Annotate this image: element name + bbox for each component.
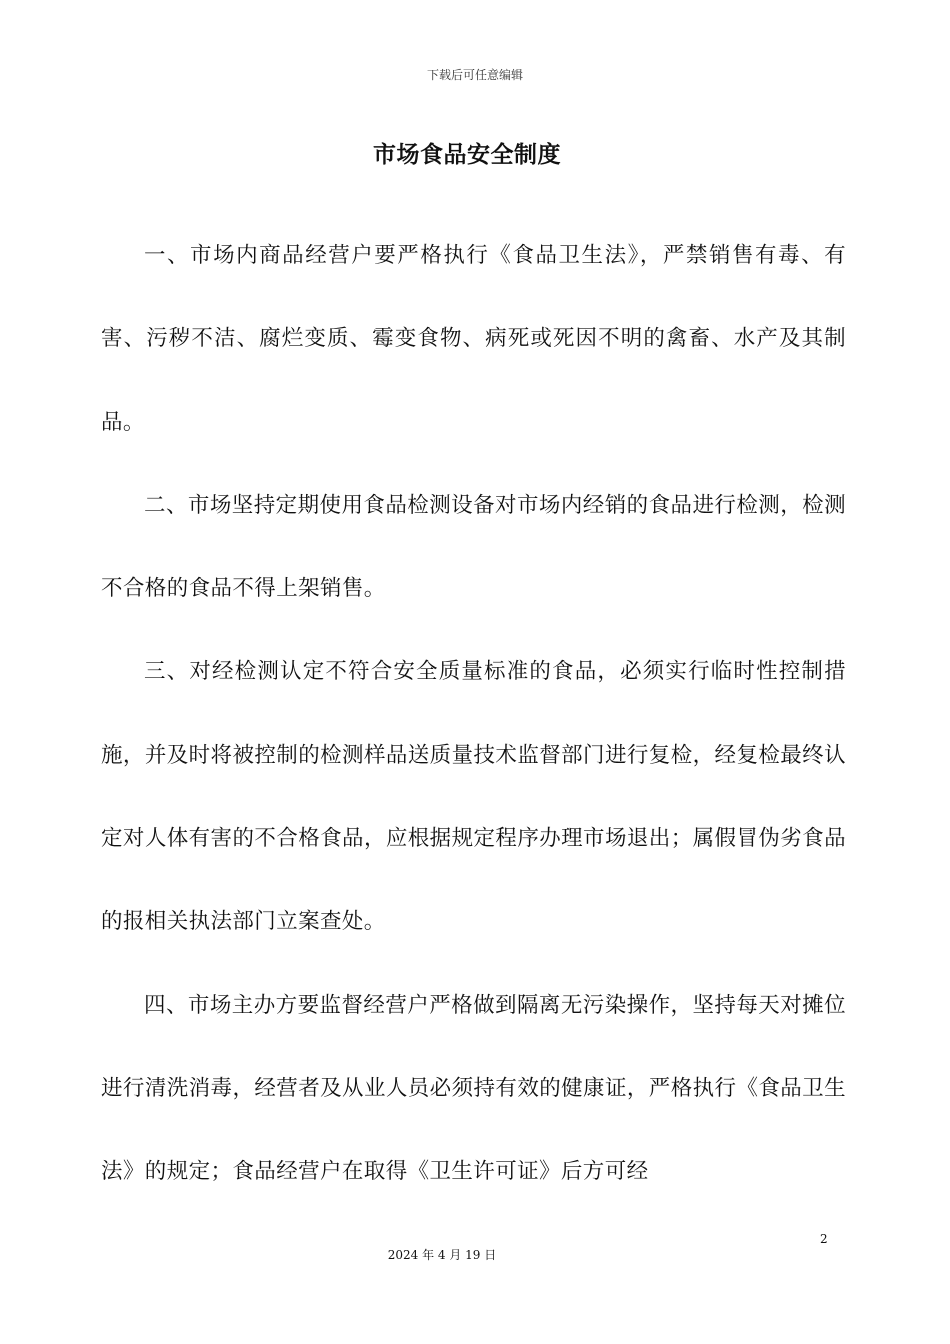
footer-date: 2024 年 4 月 19 日 (387, 1248, 497, 1262)
paragraph-4: 四、市场主办方要监督经营户严格做到隔离无污染操作，坚持每天对摊位进行清洗消毒，经营者及从业人员必须持有效的健康证，严格执行《食品卫生法》的规定；食品经营户在取得《卫生许可证》后方可经 (101, 992, 846, 1185)
paragraph-2: 二、市场坚持定期使用食品检测设备对市场内经销的食品进行检测，检测不合格的食品不得上架销售。 (101, 492, 846, 602)
document-body (101, 214, 846, 1214)
page-number: 2 (820, 1232, 828, 1246)
paragraph-3: 三、对经检测认定不符合安全质量标准的食品，必须实行临时性控制措施，并及时将被控制的检测样品送质量技术监督部门进行复检，经复检最终认定对人体有害的不合格食品，应根据规定程序办理市场退出；属假冒伪劣食品的报相关执法部门立案查处。 (101, 659, 846, 935)
document-title: 市场食品安全制度 (373, 142, 561, 168)
paragraph-1: 一、市场内商品经营户要严格执行《食品卫生法》，严禁销售有毒、有害、污秽不洁、腐烂变质、霉变食物、病死或死因不明的禽畜、水产及其制品。 (101, 243, 846, 435)
header-note: 下载后可任意编辑 (426, 68, 523, 82)
